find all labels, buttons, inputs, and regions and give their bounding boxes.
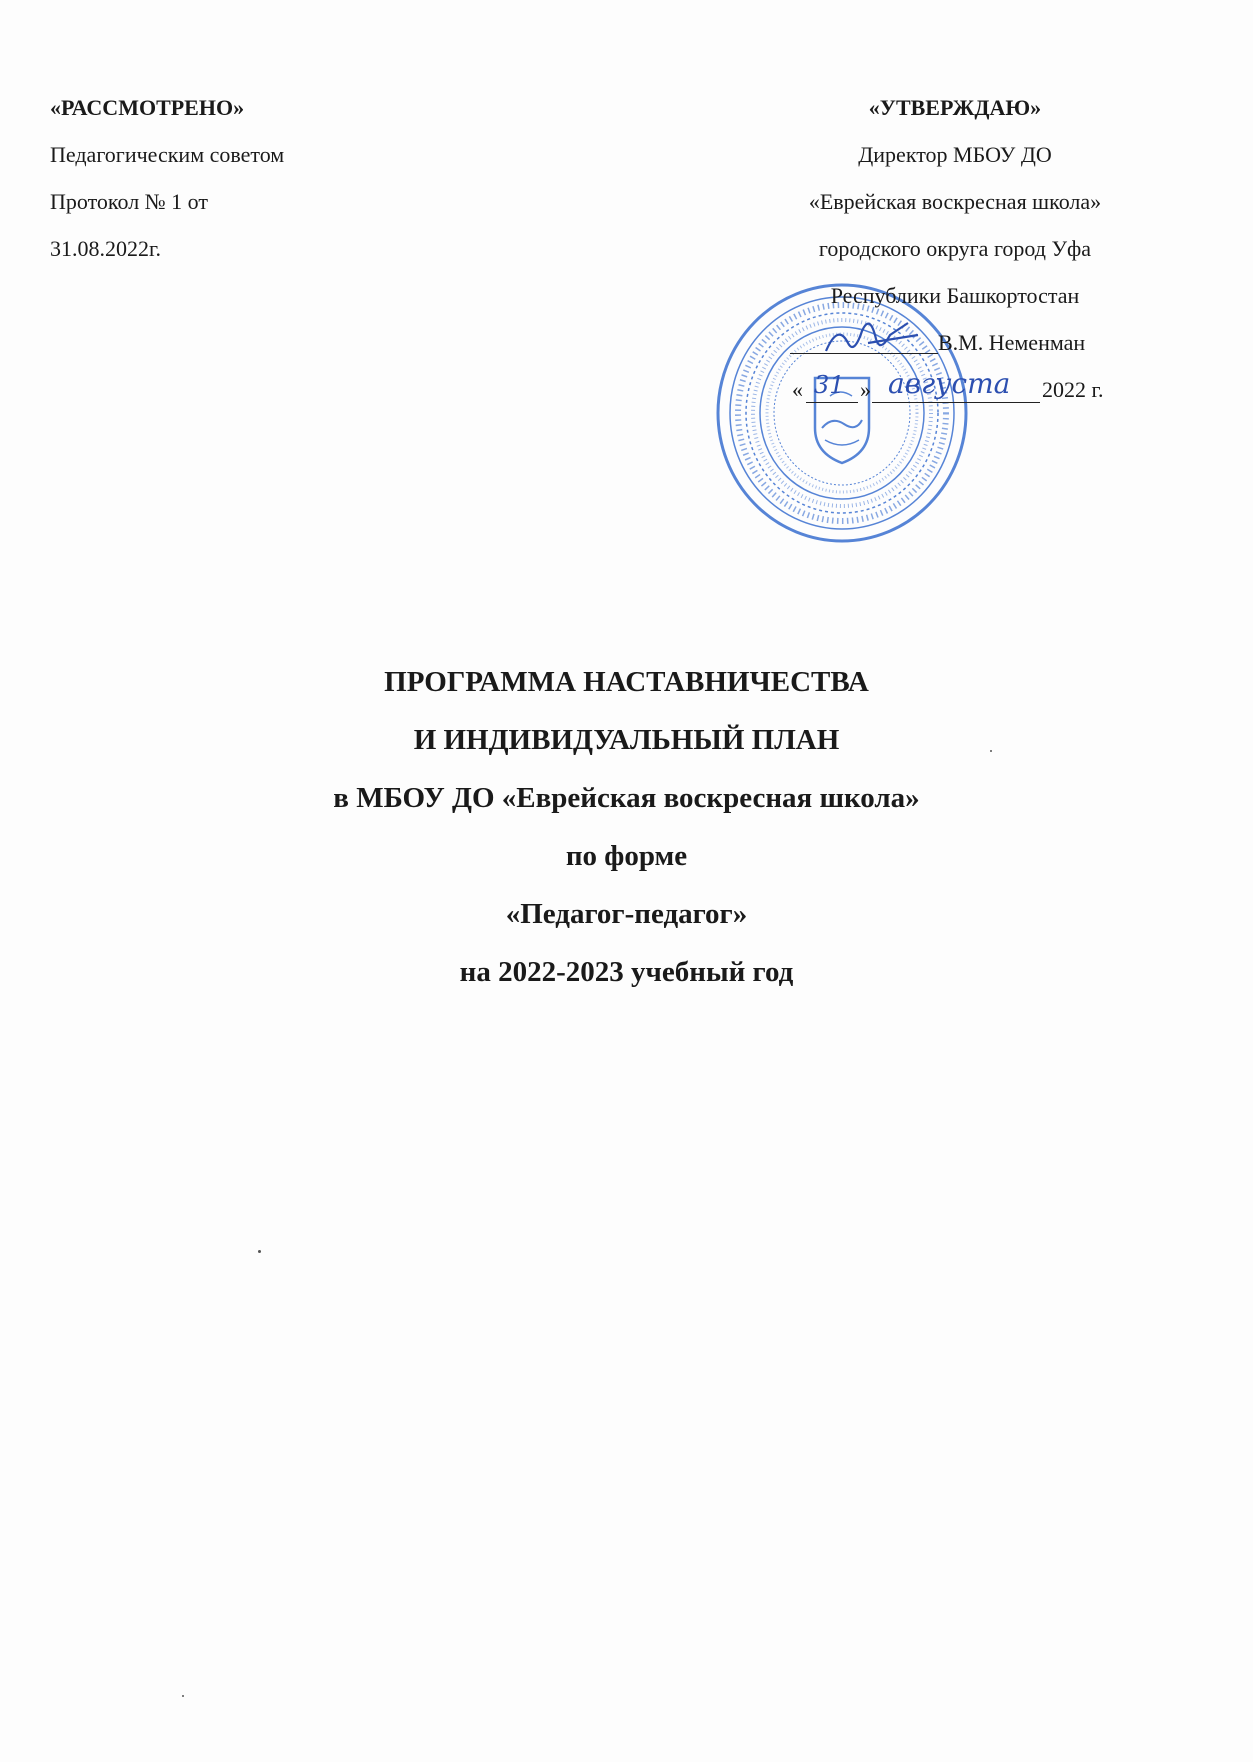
title-line-3: в МБОУ ДО «Еврейская воскресная школа»: [333, 782, 920, 814]
pedagogical-council-line: Педагогическим советом: [50, 142, 285, 167]
approval-block: [700, 84, 1210, 413]
date-open-quote: «: [792, 377, 803, 402]
title-line-4: по форме: [565, 840, 688, 872]
date-close-quote: »: [860, 377, 871, 402]
considered-heading: «РАССМОТРЕНО»: [50, 95, 245, 120]
signer-name: В.М. Неменман: [938, 330, 1086, 355]
handwritten-month: августа: [888, 367, 1011, 400]
protocol-line: Протокол № 1 от: [50, 189, 208, 214]
document-title: [0, 653, 1253, 1001]
title-line-5: «Педагог-педагог»: [505, 898, 748, 930]
date-year: 2022 г.: [1042, 377, 1104, 402]
director-signature: [818, 313, 938, 363]
republic-name: Республики Башкортостан: [830, 283, 1080, 308]
title-line-6: на 2022-2023 учебный год: [459, 956, 794, 988]
city-district: городского округа город Уфа: [818, 236, 1092, 261]
scan-speck: [258, 1250, 261, 1253]
signature-row: [700, 319, 1210, 366]
scan-speck: [990, 750, 992, 752]
handwritten-day: 31: [814, 371, 845, 399]
title-line-1: ПРОГРАММА НАСТАВНИЧЕСТВА: [384, 666, 869, 698]
date-row: [700, 366, 1210, 413]
considered-block: [50, 84, 470, 272]
director-title: Директор МБОУ ДО: [858, 142, 1052, 167]
title-line-2: И ИНДИВИДУАЛЬНЫЙ ПЛАН: [413, 724, 840, 756]
scan-speck: [182, 1695, 184, 1697]
school-name: «Еврейская воскресная школа»: [808, 189, 1102, 214]
protocol-date: 31.08.2022г.: [50, 236, 162, 261]
approval-heading: «УТВЕРЖДАЮ»: [868, 95, 1042, 120]
